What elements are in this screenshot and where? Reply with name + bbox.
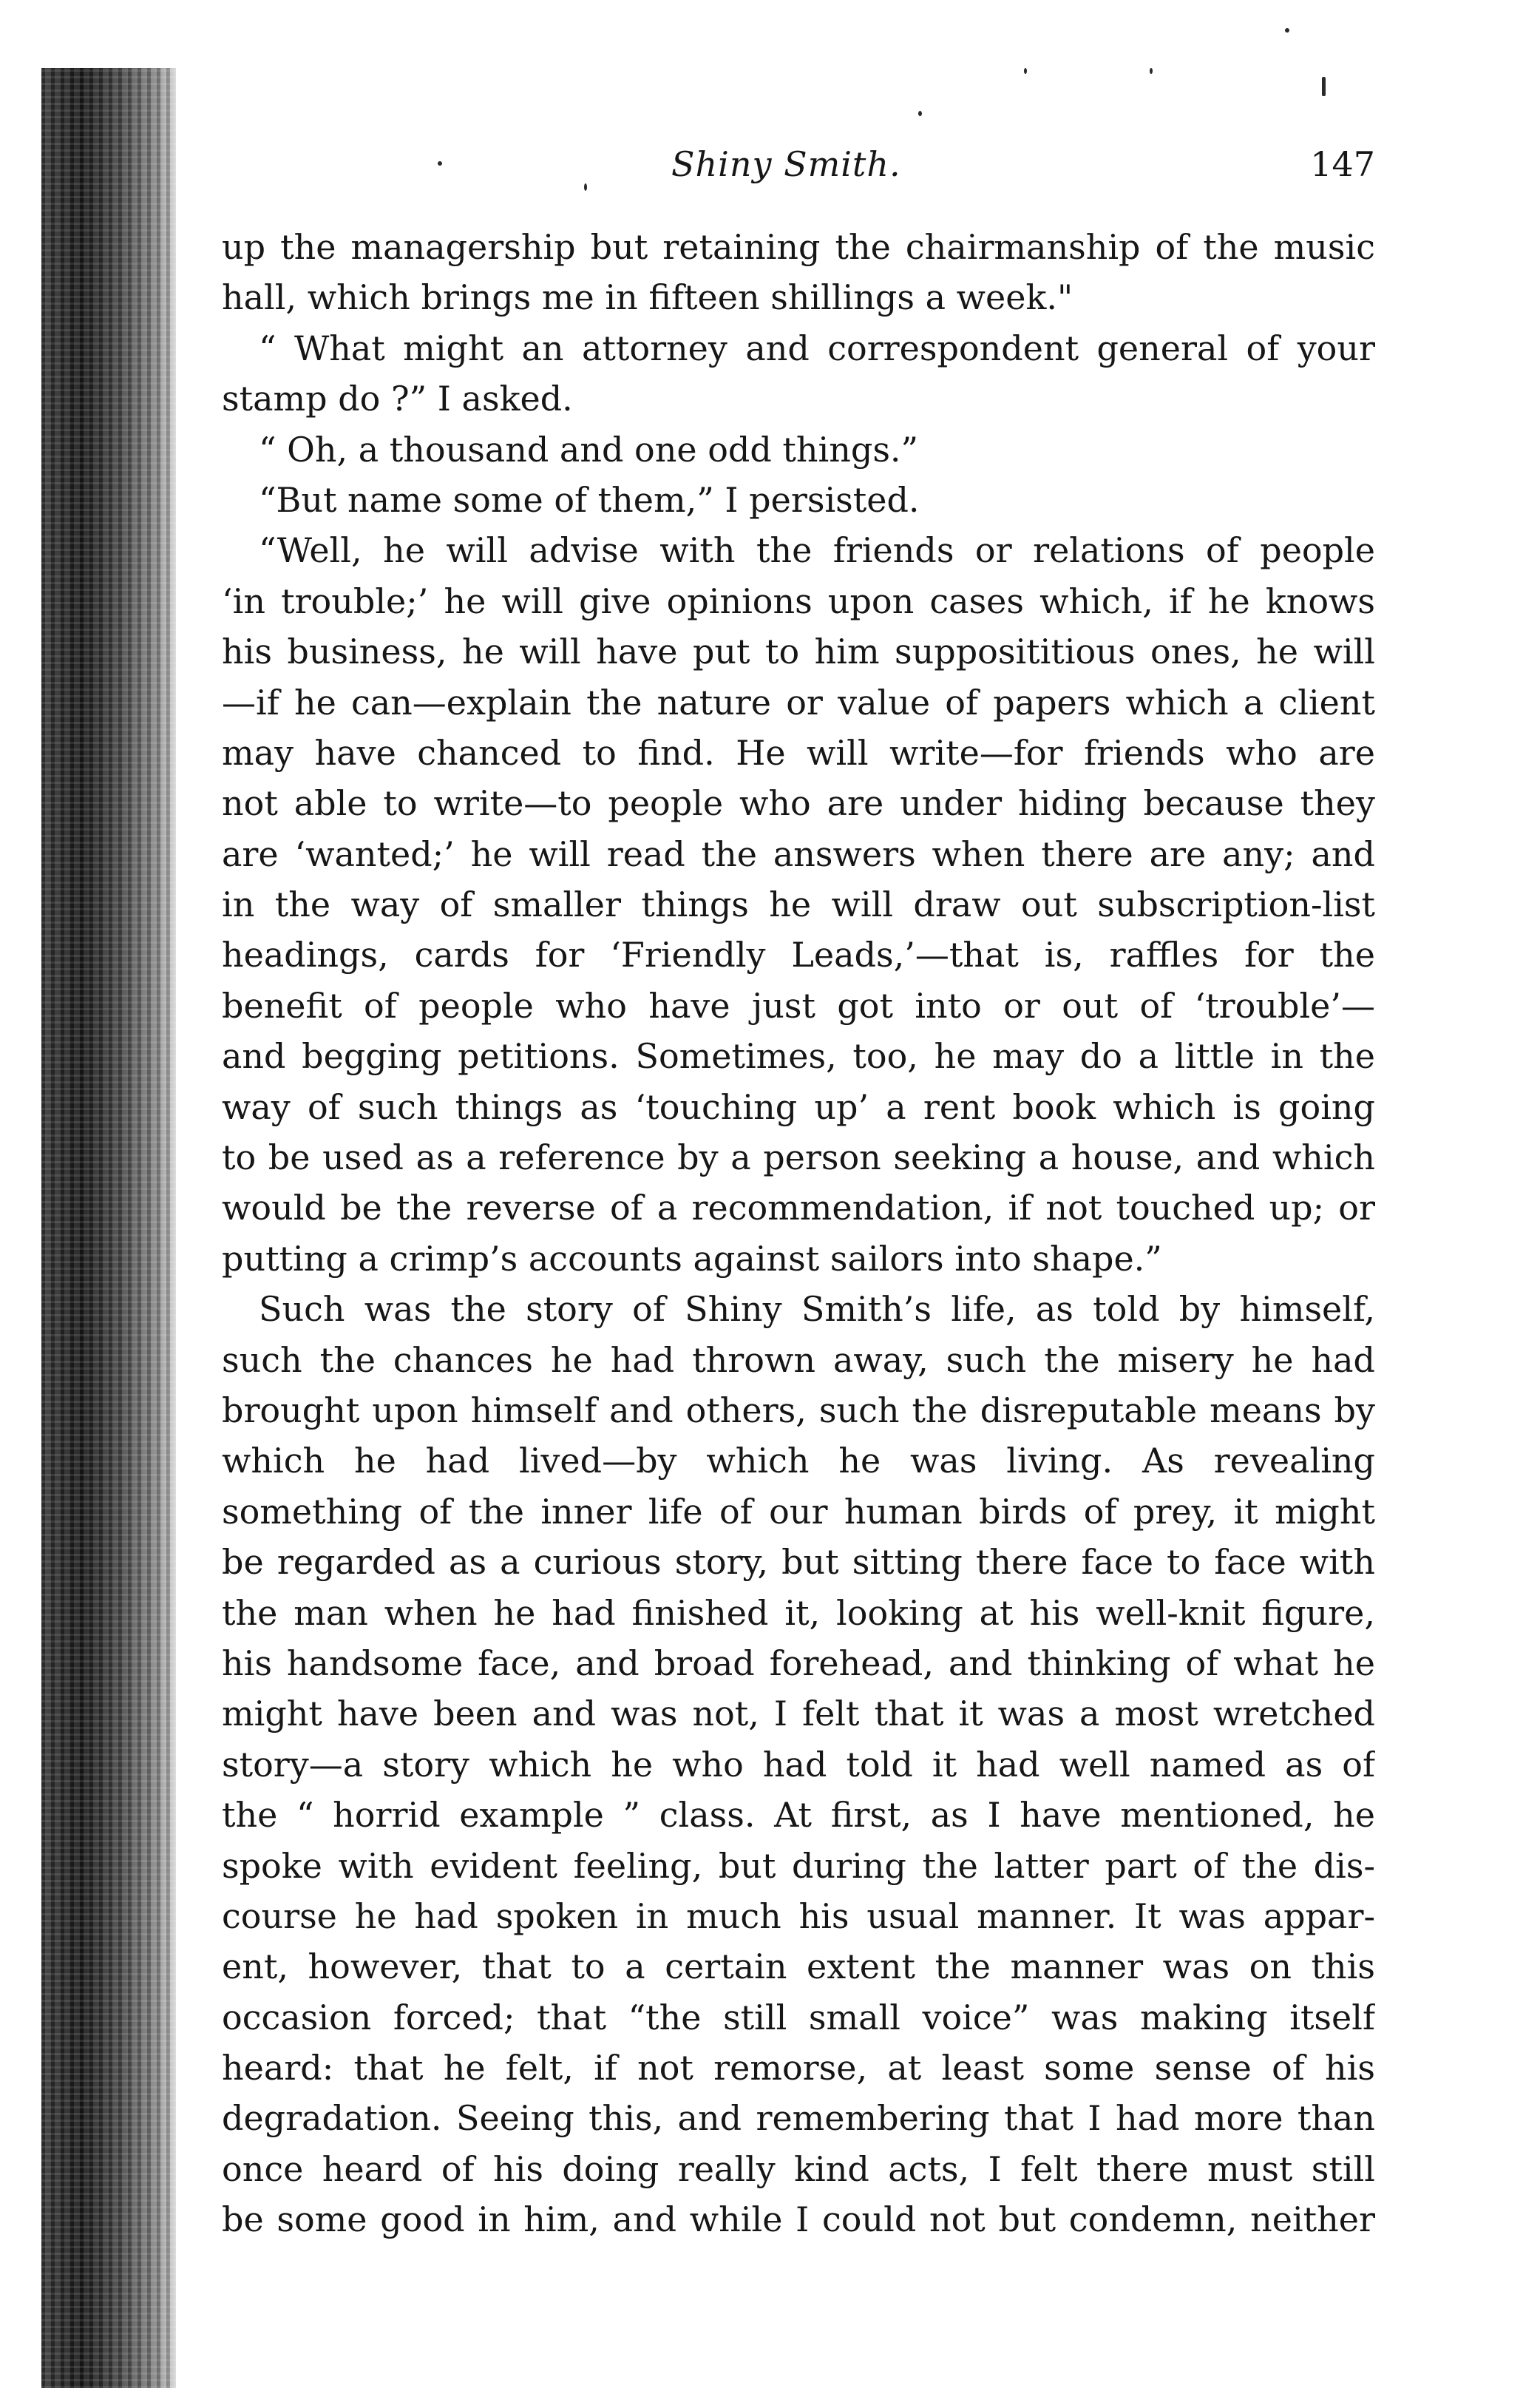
- text-line: putting a crimp’s accounts against sailors into shape.”: [222, 1238, 1162, 1279]
- text-line: to be used as a reference by a person seeking a house, and which: [222, 1137, 1375, 1178]
- text-line: may have chanced to find. He will write—for friends who are: [222, 732, 1375, 773]
- running-head: [222, 135, 1375, 194]
- text-line: the man when he had finished it, looking at his well-knit figure,: [222, 1592, 1375, 1633]
- text-line: “But name some of them,” I persisted.: [259, 479, 920, 520]
- body-text: [222, 222, 1375, 2245]
- scan-speck: [1024, 68, 1027, 74]
- text-line: ‘in trouble;’ he will give opinions upon cases which, if he knows: [222, 581, 1375, 621]
- text-line: in the way of smaller things he will draw out subscription-list: [222, 884, 1375, 925]
- text-line: which he had lived—by which he was living. As revealing: [222, 1441, 1375, 1481]
- text-line: and begging petitions. Sometimes, too, he may do a little in the: [222, 1036, 1375, 1077]
- running-title: Shiny Smith.: [671, 144, 901, 184]
- text-line: not able to write—to people who are under hiding because they: [222, 783, 1375, 824]
- text-line: spoke with evident feeling, but during the latter part of the dis-: [222, 1845, 1375, 1886]
- scan-speck: [1285, 28, 1289, 33]
- text-line: Such was the story of Shiny Smith’s life, as told by himself,: [259, 1289, 1375, 1330]
- text-line: might have been and was not, I felt that it was a most wretched: [222, 1694, 1375, 1734]
- text-line: his business, he will have put to him supposititious ones, he will: [222, 632, 1375, 672]
- text-line: headings, cards for ‘Friendly Leads,’—that is, raffles for the: [222, 935, 1375, 975]
- text-line: “Well, he will advise with the friends or relations of people: [259, 530, 1375, 571]
- text-line: course he had spoken in much his usual manner. It was appar-: [222, 1895, 1375, 1936]
- text-line: story—a story which he who had told it had well named as of: [222, 1744, 1375, 1785]
- text-line: degradation. Seeing this, and remembering that I had more than: [222, 2098, 1375, 2139]
- text-line: the “ horrid example ” class. At first, as I have mentioned, he: [222, 1795, 1375, 1836]
- scan-speck: [1322, 77, 1326, 96]
- binding-edge: [41, 68, 176, 2388]
- text-line: benefit of people who have just got into or out of ‘trouble’—: [222, 985, 1375, 1026]
- text-line: heard: that he felt, if not remorse, at least some sense of his: [222, 2048, 1375, 2088]
- text-line: brought upon himself and others, such the disreputable means by: [222, 1390, 1375, 1430]
- text-line: ent, however, that to a certain extent the manner was on this: [222, 1946, 1375, 1987]
- text-line: are ‘wanted;’ he will read the answers when there are any; and: [222, 833, 1375, 874]
- text-line: “ What might an attorney and correspondent general of your: [259, 328, 1375, 368]
- text-line: be regarded as a curious story, but sitting there face to face with: [222, 1542, 1375, 1583]
- text-line: his handsome face, and broad forehead, and thinking of what he: [222, 1643, 1375, 1683]
- text-line: something of the inner life of our human birds of prey, it might: [222, 1491, 1375, 1532]
- text-line: occasion forced; that “the still small voice” was making itself: [222, 1997, 1375, 2037]
- text-line: way of such things as ‘touching up’ a rent book which is going: [222, 1086, 1375, 1127]
- text-line: —if he can—explain the nature or value of papers which a client: [222, 682, 1375, 723]
- text-line: such the chances he had thrown away, such the misery he had: [222, 1339, 1375, 1380]
- text-line: stamp do ?” I asked.: [222, 379, 573, 419]
- text-line: up the managership but retaining the chairmanship of the music: [222, 227, 1375, 267]
- scan-speck: [918, 111, 922, 116]
- text-line: “ Oh, a thousand and one odd things.”: [259, 429, 919, 470]
- text-line: would be the reverse of a recommendation, if not touched up; or: [222, 1188, 1375, 1228]
- text-line: be some good in him, and while I could not but condemn, neither: [222, 2199, 1375, 2240]
- text-line: once heard of his doing really kind acts, I felt there must still: [222, 2148, 1375, 2189]
- page-number: 147: [1310, 144, 1375, 184]
- text-line: hall, which brings me in fifteen shillings a week.": [222, 277, 1073, 318]
- scan-speck: [1150, 68, 1153, 74]
